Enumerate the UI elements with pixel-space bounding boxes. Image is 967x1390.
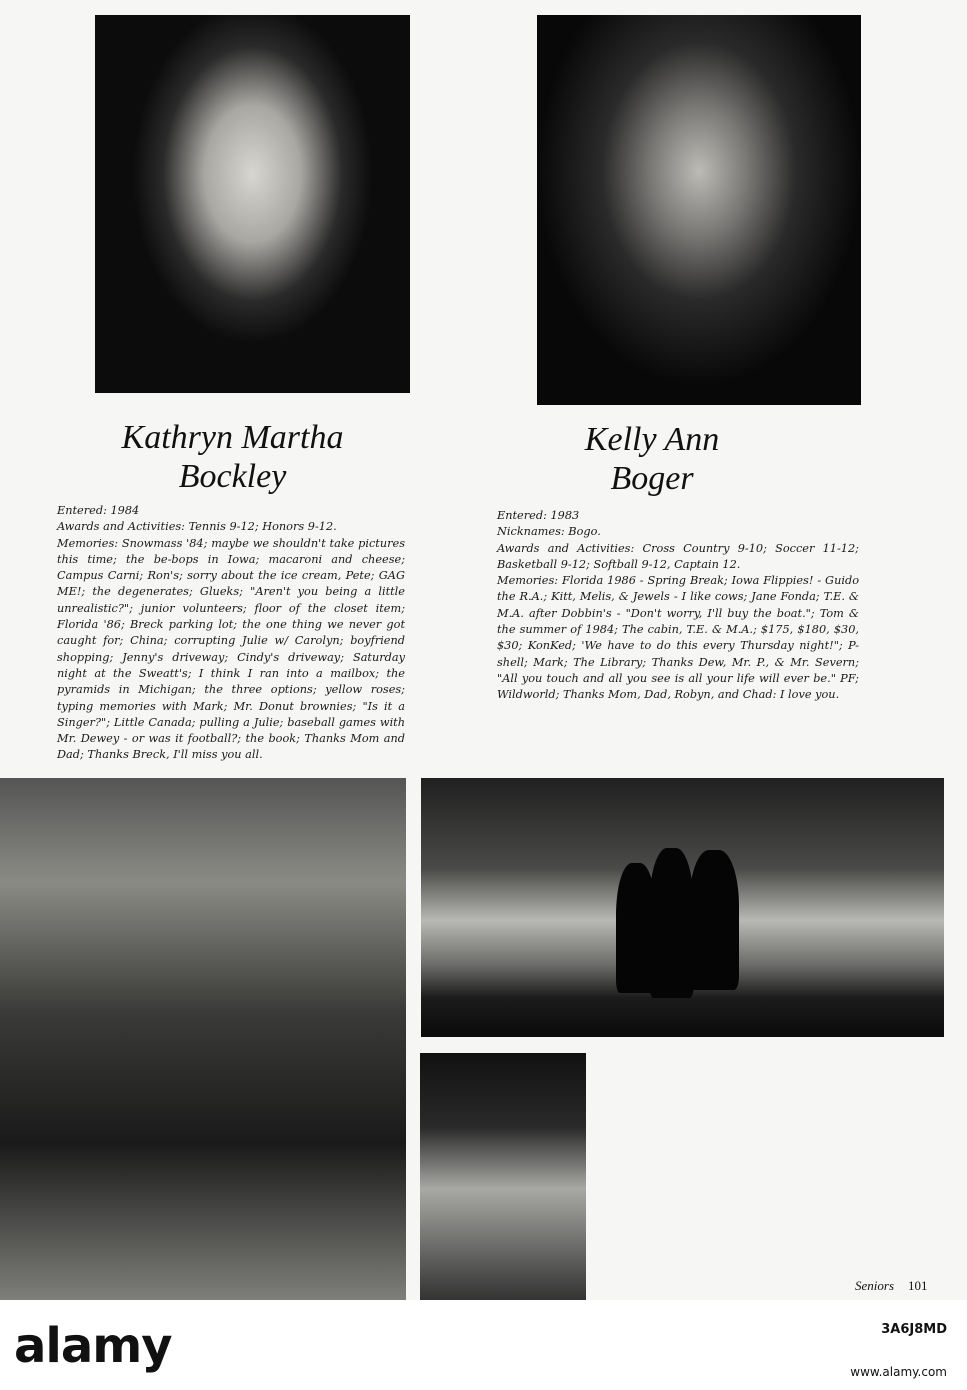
portrait-photo-kelly-boger — [537, 15, 861, 405]
memories: Memories: Snowmass '84; maybe we shouldn't take pictures this time; the be-bops in Iowa; macaroni and cheese; Campus Carni; Ron's; sorry about the ice cream, Pete; GAG ME!; the degenerates; Glueks; "Aren't you being a little unrealistic?"; junior volunteers; floor of the closet item; Florida '86; Breck parking lot; the one thing we never got caught for; China; corrupting Julie w/ Carolyn; boyfriend shopping; Jenny's driveway; Cindy's driveway; Saturday night at the Sweatt's; I think I ran into a mailbox; the pyramids in Michigan; the three options; yellow roses; typing memories with Mark; Mr. Donut brownies; "Is it a Singer?"; Little Canada; pulling a Julie; baseball games with Mr. Dewey - or was it football?; the book; Thanks Mom and Dad; Thanks Breck, I'll miss you all. — [57, 536, 405, 762]
page-folio — [855, 1278, 928, 1294]
bio-kelly — [497, 508, 859, 704]
silhouette — [649, 848, 694, 998]
name-line-2: Bockley — [178, 458, 287, 495]
portrait-photo-kathryn-bockley — [95, 15, 410, 393]
section-label: Seniors — [855, 1278, 894, 1293]
watermark-logo: alamy — [14, 1318, 172, 1374]
entered-year: Entered: 1983 — [497, 509, 580, 522]
awards-activities: Awards and Activities: Cross Country 9-10; Soccer 11-12; Basketball 9-12; Softball 9-12, Captain 12. — [497, 541, 859, 571]
entered-year: Entered: 1984 — [57, 504, 140, 517]
watermark-url: www.alamy.com — [850, 1365, 947, 1379]
image-id: 3A6J8MD — [881, 1322, 947, 1337]
name-line-1: Kelly Ann — [584, 421, 720, 458]
name-line-2: Boger — [610, 460, 694, 497]
party-group-photo — [0, 778, 406, 1300]
student-name-kathryn — [60, 418, 405, 496]
awards-activities: Awards and Activities: Tennis 9-12; Honors 9-12. — [57, 520, 337, 534]
memories: Memories: Florida 1986 - Spring Break; Iowa Flippies! - Guido the R.A.; Kitt, Melis, & Jewels - I like cows; Jane Fonda; T.E. & M.A. after Dobbin's - "Don't worry, I'll buy the boat."; Tom & the summer of 1984; The cabin, T.E. & M.A.; $175, $180, $30, $30; KonKed; 'We have to do this every Thursday night!"; P-shell; Mark; The Library; Thanks Dew, Mr. P., & Mr. Severn; "All you touch and all you see is all your life will ever be." PF; Wildworld; Thanks Mom, Dad, Robyn, and Chad: I love you. — [497, 574, 859, 702]
bio-kathryn — [57, 503, 405, 764]
silhouette — [689, 850, 739, 990]
student-name-kelly — [497, 420, 807, 498]
page-number: 101 — [908, 1278, 928, 1293]
santa-photo — [420, 1053, 586, 1300]
nicknames: Nicknames: Bogo. — [497, 525, 601, 539]
watermark-ref — [850, 1322, 947, 1379]
beach-sunset-photo — [421, 778, 944, 1037]
name-line-1: Kathryn Martha — [121, 419, 344, 456]
